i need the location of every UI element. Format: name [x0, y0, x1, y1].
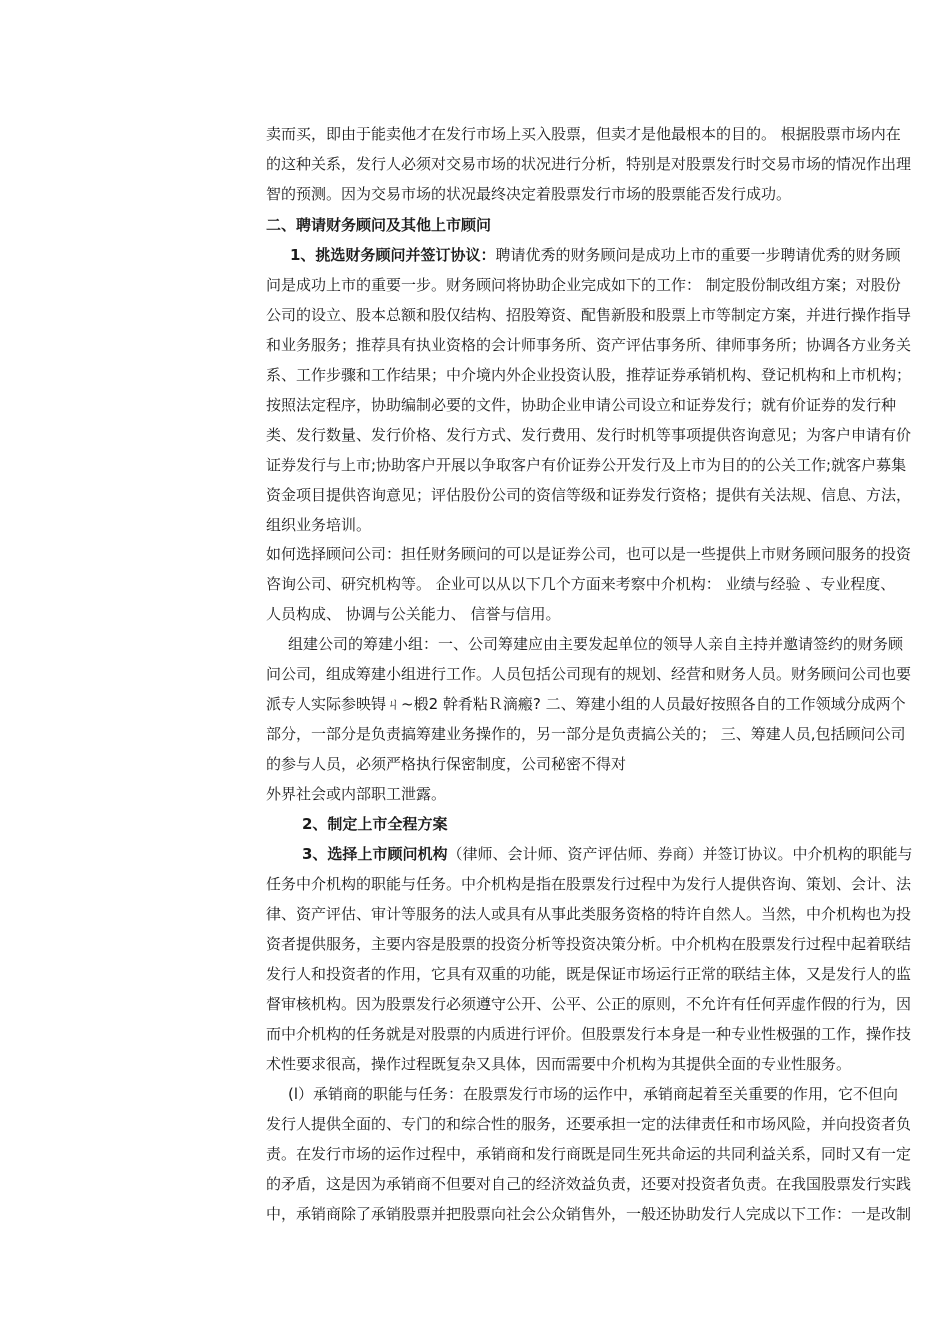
text-line: 组建公司的筹建小组：一、公司筹建应由主要发起单位的领导人亲自主持并邀请签约的财务顾	[288, 635, 904, 653]
text-line: 责。在发行市场的运作过程中，承销商和发行商既是同生死共命运的共同利益关系，同时又有一定	[266, 1145, 912, 1163]
text-line: 和业务服务；推荐具有执业资格的会计师事务所、资产评估事务所、律师事务所；协调各方业务关	[266, 336, 912, 354]
text-line: 发行人和投资者的作用，它具有双重的功能，既是保证市场运行正常的联结主体，又是发行人的监	[266, 965, 912, 983]
text-line: 资金项目提供咨询意见；评估股份公司的资信等级和证券发行资格；提供有关法规、信息、方法，	[266, 486, 912, 504]
text-line: 公司的设立、股本总额和股仅结构、招股筹资、配售新股和股票上市等制定方案，并进行操作指导	[266, 306, 912, 324]
text-line: 任务中介机构的职能与任务。中介机构是指在股票发行过程中为发行人提供咨询、策划、会计、法	[266, 875, 912, 893]
item1-heading: 1、挑选财务顾问并签订协议：	[290, 246, 496, 264]
item3-line	[302, 844, 912, 864]
text-line: 咨询公司、研究机构等。 企业可以从以下几个方面来考察中介机构： 业绩与经验 、专业程度、	[266, 575, 896, 593]
text-line: 资者提供服务，主要内容是股票的投资分析等投资决策分析。中介机构在股票发行过程中起着联结	[266, 935, 912, 953]
text-line: 组织业务培训。	[266, 516, 372, 534]
text-line: 证券发行与上市;协助客户开展以争取客户有价证券公开发行及上市为目的的公关工作;就客户募集	[266, 456, 907, 474]
text-line: 而中介机构的任务就是对股票的内质进行评价。但股票发行本身是一种专业性极强的工作，操作技	[266, 1025, 912, 1043]
text-line: 中，承销商除了承销股票并把股票向社会公众销售外，一般还协助发行人完成以下工作：一是改制	[266, 1205, 912, 1223]
text-line: 外界社会或内部职工泄露。	[266, 785, 447, 803]
text-line: 部分，一部分是负责搞筹建业务操作的，另一部分是负责搞公关的； 三、筹建人员,包括顾问公司	[266, 725, 906, 743]
text-line: 派专人实际参映锝ㄐ~椴2 幹肴粘Ｒ滴瘢? 二、筹建小组的人员最好按照各自的工作领域分成两个	[266, 695, 906, 713]
text-line: 智的预测。因为交易市场的状况最终决定着股票发行市场的股票能否发行成功。	[266, 185, 792, 203]
section-heading: 二、聘请财务顾问及其他上市顾问	[266, 216, 492, 234]
text-line: (l）承销商的职能与任务：在股票发行市场的运作中，承销商起着至关重要的作用，它不但向	[288, 1085, 899, 1103]
text-line: 系、工作步骤和工作结果；中介境内外企业投资认股，推荐证券承销机构、登记机构和上市机构；	[266, 366, 912, 384]
text-line: 发行人提供全面的、专门的和综合性的服务，还要承担一定的法律责任和市场风险，并向投资者负	[266, 1115, 912, 1133]
text-line: 类、发行数量、发行价格、发行方式、发行费用、发行时机等事项提供咨询意见；为客户申请有价	[266, 426, 912, 444]
text-line: 问公司，组成筹建小组进行工作。人员包括公司现有的规划、经营和财务人员。财务顾问公司也要	[266, 665, 912, 683]
item1-text: 聘请优秀的财务顾问是成功上市的重要一步聘请优秀的财务顾	[495, 246, 901, 264]
text-line: 如何选择顾问公司：担任财务顾问的可以是证券公司，也可以是一些提供上市财务顾问服务的投资	[266, 545, 912, 563]
text-line: 问是成功上市的重要一步。财务顾问将协助企业完成如下的工作： 制定股份制改组方案；对股份	[266, 276, 901, 294]
text-line: 按照法定程序，协助编制必要的文件，协助企业申请公司设立和证券发行；就有价证券的发行种	[266, 396, 897, 414]
text-line: 的参与人员，必须严格执行保密制度，公司秘密不得对	[266, 755, 627, 773]
item3-text: （律师、会计师、资产评估师、券商）并签订协议。中介机构的职能与	[447, 845, 913, 863]
item3-heading: 3、选择上市顾问机构	[302, 845, 448, 863]
item1-line	[290, 245, 900, 265]
text-line: 律、资产评估、审计等服务的法人或具有从事此类服务资格的特许自然人。当然，中介机构也为投	[266, 905, 912, 923]
text-line: 的矛盾，这是因为承销商不但要对自己的经济效益负责，还要对投资者负责。在我国股票发行实践	[266, 1175, 912, 1193]
text-line: 人员构成、 协调与公关能力、 信誉与信用。	[266, 605, 561, 623]
item2-heading: 2、制定上市全程方案	[302, 815, 448, 833]
text-line: 术性要求很高，操作过程既复杂又具体，因而需要中介机构为其提供全面的专业性服务。	[266, 1055, 852, 1073]
text-line: 卖而买，即由于能卖他才在发行市场上买入股票，但卖才是他最根本的目的。 根据股票市场内在	[266, 125, 901, 143]
text-line: 的这种关系，发行人必须对交易市场的状况进行分析，特别是对股票发行时交易市场的情况作出理	[266, 155, 912, 173]
text-line: 督审核机构。因为股票发行必须遵守公开、公平、公正的原则，不允许有任何弄虚作假的行为，因	[266, 995, 912, 1013]
